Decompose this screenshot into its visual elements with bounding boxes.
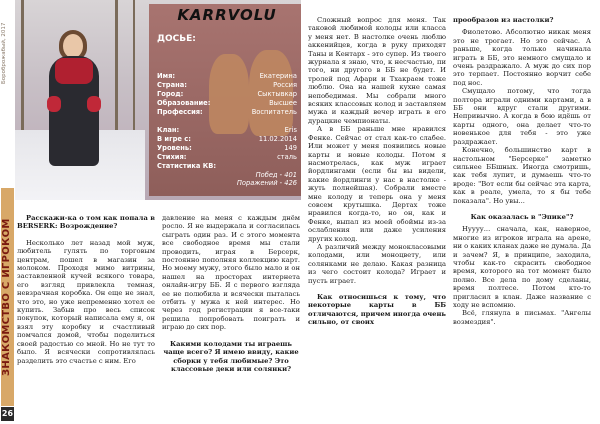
stat-row: Стихия: сталь [157, 153, 297, 161]
stat-row: Клан: Eris [157, 126, 297, 134]
text-column-4 [453, 16, 591, 326]
interview-answer: Нуууу... сначала, как, наверное, многие из игроков играла на арене, ни о каких кланах даже не думала. Да и зачем? Я, в принципе, заходила, чтобы как-то скрасить свободное время, которого на тот момент было полно. Все дела по дому сделаны, время полтесе. Потом кто-то пригласил в клан. Даже название с ходу не вспомню. [453, 225, 591, 309]
person-scarf [55, 58, 93, 84]
interview-question: прообразов из настолки? [453, 16, 554, 24]
stat-row: Имя: Екатерина [157, 72, 297, 80]
interview-answer: Смущало потому, что тогда полтора играли одними картами, а в ББ они вдруг стали другими. Непривычно. А когда в бою идёшь от карты одного, она делает что-то новенькое для тебя - это уже раздражает. [453, 87, 591, 146]
interview-question: Как оказалась в "Эпике"? [470, 212, 574, 221]
interview-answer: Всё, глянула в письмах. "Ангелы возмездия". [453, 309, 591, 326]
stat-row: Статистика КВ: [157, 162, 217, 170]
interview-answer: А различий между монокласовыми колодами, или моноцвету, или солянками не делаю. Какая разница из чего состоит колода? Играет и пусть играет. [308, 242, 446, 285]
text-column-1 [17, 214, 155, 365]
stat-row: Страна: Россия [157, 81, 297, 89]
interview-answer: Несколько лет назад мой муж, любитель гулять по торговым центрам, пошел в магазин за молоком. Проходя мимо витрины, заставленной кучей всякого товара, его взгляд привлекла темная, невзрачная коробка. Он еще не знал, что это, но уже непременно хотел ее купить. Забыв про весь список покупок, который написала ему я, он взял эту коробку и счастливый помчался домой, чтобы поделиться своей радостью со мной. Но не тут то было. Я всячески сопротивлялась разделить это счастье с ним. Его [17, 238, 155, 365]
page-number: 26 [1, 407, 14, 421]
interview-answer: давление на меня с каждым днём росло. Я не выдержала и согласилась сыграть один раз. И с этого момента все свободное время мы стали проводить, играя в Берсерк, постоянно пополняя коллекцию карт. Но моему мужу, этого было мало и он нашел на просторах интернета онлайн-игру ББ. Я с первого взгляда ее не полюбила и всячески пыталась отбить у мужа к ней интерес. Но через год регистрации я все-таки решила попробовать поиграть и играю до сих пор. [162, 214, 300, 332]
wins-count: Побед - 401 [255, 171, 297, 179]
issue-note: Бороброжабый, 2017 [1, 22, 7, 84]
section-title: ЗНАКОМСТВО С ИГРОКОМ [1, 218, 12, 376]
tree-trunk [115, 0, 118, 150]
interview-question: Расскажи-ка о том как попала в BERSERK: Возрождение? [17, 214, 155, 231]
interview-question: Какими колодами ты играешь чаще всего? Я имею ввиду, какие сборки у тебя любимые? Это классовые деки или солянки? [163, 339, 299, 373]
stat-row: Город: Сыктывкар [157, 90, 297, 98]
profile-photo [15, 0, 301, 200]
interview-answer: Фиолетово. Абсолютно никак меня это не трогает. Но это сейчас. А раньше, когда только начинала играть в ББ, это немного смущало и очень раздражало. А муж до сих пор это терпает. Постоянно ворчит себе под нос. [453, 28, 591, 87]
tree-trunk [133, 0, 135, 150]
person-mitten [47, 96, 61, 112]
interview-answer: Сложный вопрос для меня. Так таковой любимой колоды или класса у меня нет. В настолке очень люблю аккенийцев, когда в руку приходят Таны и Кентарх - это супер. Из твоего журнала я знаю, что, к несчастью, пи того, ни другого в ББ не будет. И тролей под Афари и Тхакраем тоже люблю. Она на нашей кухне самая непобедимая. Мы собрали много всяких классовых колод и заставляем мужа и каждый вечер играть в его дурацкие чемпионаты. [308, 16, 446, 125]
text-column-2 [162, 214, 300, 373]
tree-trunk [21, 0, 24, 150]
dossier-heading: ДОСЬЕ: [157, 34, 196, 44]
page-sidebar [0, 0, 14, 424]
personal-stats [157, 72, 297, 117]
game-stats [157, 126, 297, 187]
stat-row: В игре с: 11.02.2014 [157, 135, 297, 143]
text-column-3 [308, 16, 446, 327]
person-mitten [87, 96, 101, 112]
stat-row: Уровень: 149 [157, 144, 297, 152]
dossier-card [149, 4, 301, 196]
interview-answer: А в ББ раньше мне нравился Фенке. Сейчас от стал как-то слабее. Или может у меня появились новые карты и новые колоды. Потом я насмотрелась, как муж играет йордлингами (если бы вы видели, какие йордлинги у нас в настолке - жуть полнейшая). Собрали вместе мне колоду и теперь она у меня совсем крутышка. Дертах тоже нравился когда-то, но он, как и Фенке, выпал из моей обоймы из-за ослабления или даже усиления других колод. [308, 125, 446, 243]
losses-count: Поражений - 426 [236, 179, 297, 187]
interview-question: Как относишься к тому, что некоторые карты в ББ отличаются, причем иногда очень сильно, от своих [308, 293, 446, 327]
person-face [63, 34, 83, 58]
stat-row: Образование: Высшее [157, 99, 297, 107]
interview-answer: Конечно, большинство карт в настольном "Берсерке" заметно сильнее ББшных. Иногда смотришь, как тебя лупит, и думаешь что-то вроде: "Вот если бы сейчас эта карта, как в реале, умела, то я бы тебе показала". Но увы... [453, 146, 591, 205]
stat-row: Профессия: Воспитатель [157, 108, 297, 116]
clan-logo: KARRVOLU [177, 6, 277, 24]
